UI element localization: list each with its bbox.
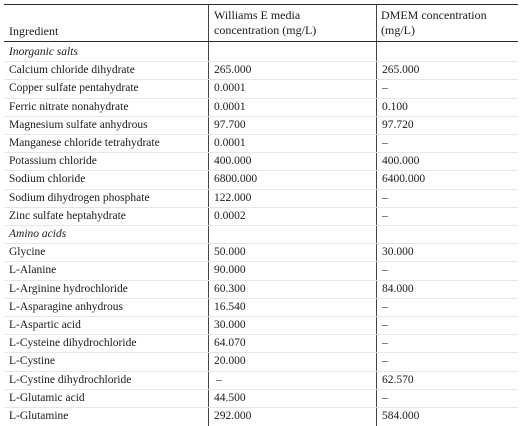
- row-separator: [4, 298, 518, 299]
- dmem-value-cell: 0.100: [382, 101, 408, 113]
- dmem-value-cell: 400.000: [382, 155, 420, 167]
- dmem-value-cell: 62.570: [382, 374, 414, 386]
- table-row: [0, 61, 521, 79]
- row-separator: [4, 152, 518, 153]
- williams-value-cell: 20.000: [214, 355, 246, 367]
- row-separator: [4, 98, 518, 99]
- row-separator: [4, 280, 518, 281]
- williams-value-cell: 97.700: [214, 119, 246, 131]
- table-row: [0, 189, 521, 207]
- williams-value-cell: 400.000: [214, 155, 252, 167]
- williams-value-cell: 0.0001: [214, 82, 246, 94]
- table-top-rule: [4, 4, 518, 5]
- dmem-value-cell: –: [382, 319, 388, 331]
- row-separator: [4, 334, 518, 335]
- dmem-value-cell: 84.000: [382, 283, 414, 295]
- ingredient-cell: Calcium chloride dihydrate: [9, 64, 135, 76]
- section-row: [0, 43, 521, 61]
- row-separator: [4, 79, 518, 80]
- williams-value-cell: 44.500: [214, 392, 246, 404]
- ingredient-cell: Sodium dihydrogen phosphate: [9, 192, 150, 204]
- williams-value-cell: 50.000: [214, 246, 246, 258]
- williams-value-cell: 0.0001: [214, 101, 246, 113]
- ingredient-cell: Copper sulfate pentahydrate: [9, 82, 139, 94]
- header-dmem-line1: DMEM concentration: [381, 8, 487, 22]
- header-bottom-rule: [4, 41, 518, 42]
- ingredient-cell: L-Glutamic acid: [9, 392, 85, 404]
- ingredient-cell: Potassium chloride: [9, 155, 97, 167]
- table-row: [0, 371, 521, 389]
- dmem-value-cell: 6400.000: [382, 173, 426, 185]
- williams-value-cell: 0.0002: [214, 210, 246, 222]
- row-separator: [4, 352, 518, 353]
- williams-value-cell: –: [216, 374, 222, 386]
- williams-value-cell: 64.070: [214, 337, 246, 349]
- dmem-value-cell: 97.720: [382, 119, 414, 131]
- table-row: [0, 280, 521, 298]
- williams-value-cell: 60.300: [214, 283, 246, 295]
- table-row: [0, 389, 521, 407]
- dmem-value-cell: –: [382, 210, 388, 222]
- table-row: [0, 170, 521, 188]
- header-ingredient: Ingredient: [9, 24, 59, 38]
- williams-value-cell: 0.0001: [214, 137, 246, 149]
- row-separator: [4, 189, 518, 190]
- dmem-value-cell: –: [382, 301, 388, 313]
- dmem-value-cell: –: [382, 337, 388, 349]
- williams-value-cell: 30.000: [214, 319, 246, 331]
- ingredient-cell: L-Cystine dihydrochloride: [9, 374, 132, 386]
- williams-value-cell: 292.000: [214, 410, 252, 422]
- ingredient-cell: Magnesium sulfate anhydrous: [9, 119, 148, 131]
- ingredient-cell: L-Aspartic acid: [9, 319, 81, 331]
- row-separator: [4, 116, 518, 117]
- row-separator: [4, 61, 518, 62]
- table-row: [0, 352, 521, 370]
- header-williams-line1: Williams E media: [214, 8, 301, 22]
- row-separator: [4, 371, 518, 372]
- dmem-value-cell: –: [382, 82, 388, 94]
- dmem-value-cell: –: [382, 355, 388, 367]
- ingredient-cell: Sodium chloride: [9, 173, 86, 185]
- table-row: [0, 261, 521, 279]
- table-row: [0, 407, 521, 425]
- row-separator: [4, 225, 518, 226]
- table-row: [0, 134, 521, 152]
- table-row: [0, 298, 521, 316]
- ingredient-cell: L-Cystine: [9, 355, 55, 367]
- dmem-value-cell: 584.000: [382, 410, 420, 422]
- row-separator: [4, 243, 518, 244]
- row-separator: [4, 389, 518, 390]
- table-row: [0, 152, 521, 170]
- section-title: Amino acids: [9, 228, 67, 240]
- table-row: [0, 207, 521, 225]
- header-williams-line2: concentration (mg/L): [214, 23, 317, 37]
- table-row: [0, 116, 521, 134]
- williams-value-cell: 90.000: [214, 264, 246, 276]
- row-separator: [4, 207, 518, 208]
- row-separator: [4, 316, 518, 317]
- table-row: [0, 316, 521, 334]
- row-separator: [4, 261, 518, 262]
- dmem-value-cell: 30.000: [382, 246, 414, 258]
- ingredient-cell: L-Glutamine: [9, 410, 69, 422]
- section-title: Inorganic salts: [9, 46, 78, 58]
- table-row: [0, 98, 521, 116]
- ingredient-cell: Glycine: [9, 246, 46, 258]
- header-dmem-line2: (mg/L): [381, 23, 415, 37]
- dmem-value-cell: 265.000: [382, 64, 420, 76]
- williams-value-cell: 265.000: [214, 64, 252, 76]
- row-separator: [4, 134, 518, 135]
- table-row: [0, 79, 521, 97]
- row-separator: [4, 170, 518, 171]
- williams-value-cell: 122.000: [214, 192, 252, 204]
- ingredient-cell: L-Arginine hydrochloride: [9, 283, 128, 295]
- dmem-value-cell: –: [382, 392, 388, 404]
- dmem-value-cell: –: [382, 192, 388, 204]
- ingredient-cell: L-Asparagine anhydrous: [9, 301, 124, 313]
- williams-value-cell: 16.540: [214, 301, 246, 313]
- table-row: [0, 243, 521, 261]
- ingredient-cell: L-Alanine: [9, 264, 57, 276]
- table-row: [0, 334, 521, 352]
- ingredient-cell: Ferric nitrate nonahydrate: [9, 101, 129, 113]
- dmem-value-cell: –: [382, 264, 388, 276]
- ingredient-cell: Manganese chloride tetrahydrate: [9, 137, 160, 149]
- ingredient-cell: L-Cysteine dihydrochloride: [9, 337, 137, 349]
- williams-value-cell: 6800.000: [214, 173, 258, 185]
- row-separator: [4, 407, 518, 408]
- dmem-value-cell: –: [382, 137, 388, 149]
- section-row: [0, 225, 521, 243]
- ingredient-cell: Zinc sulfate heptahydrate: [9, 210, 126, 222]
